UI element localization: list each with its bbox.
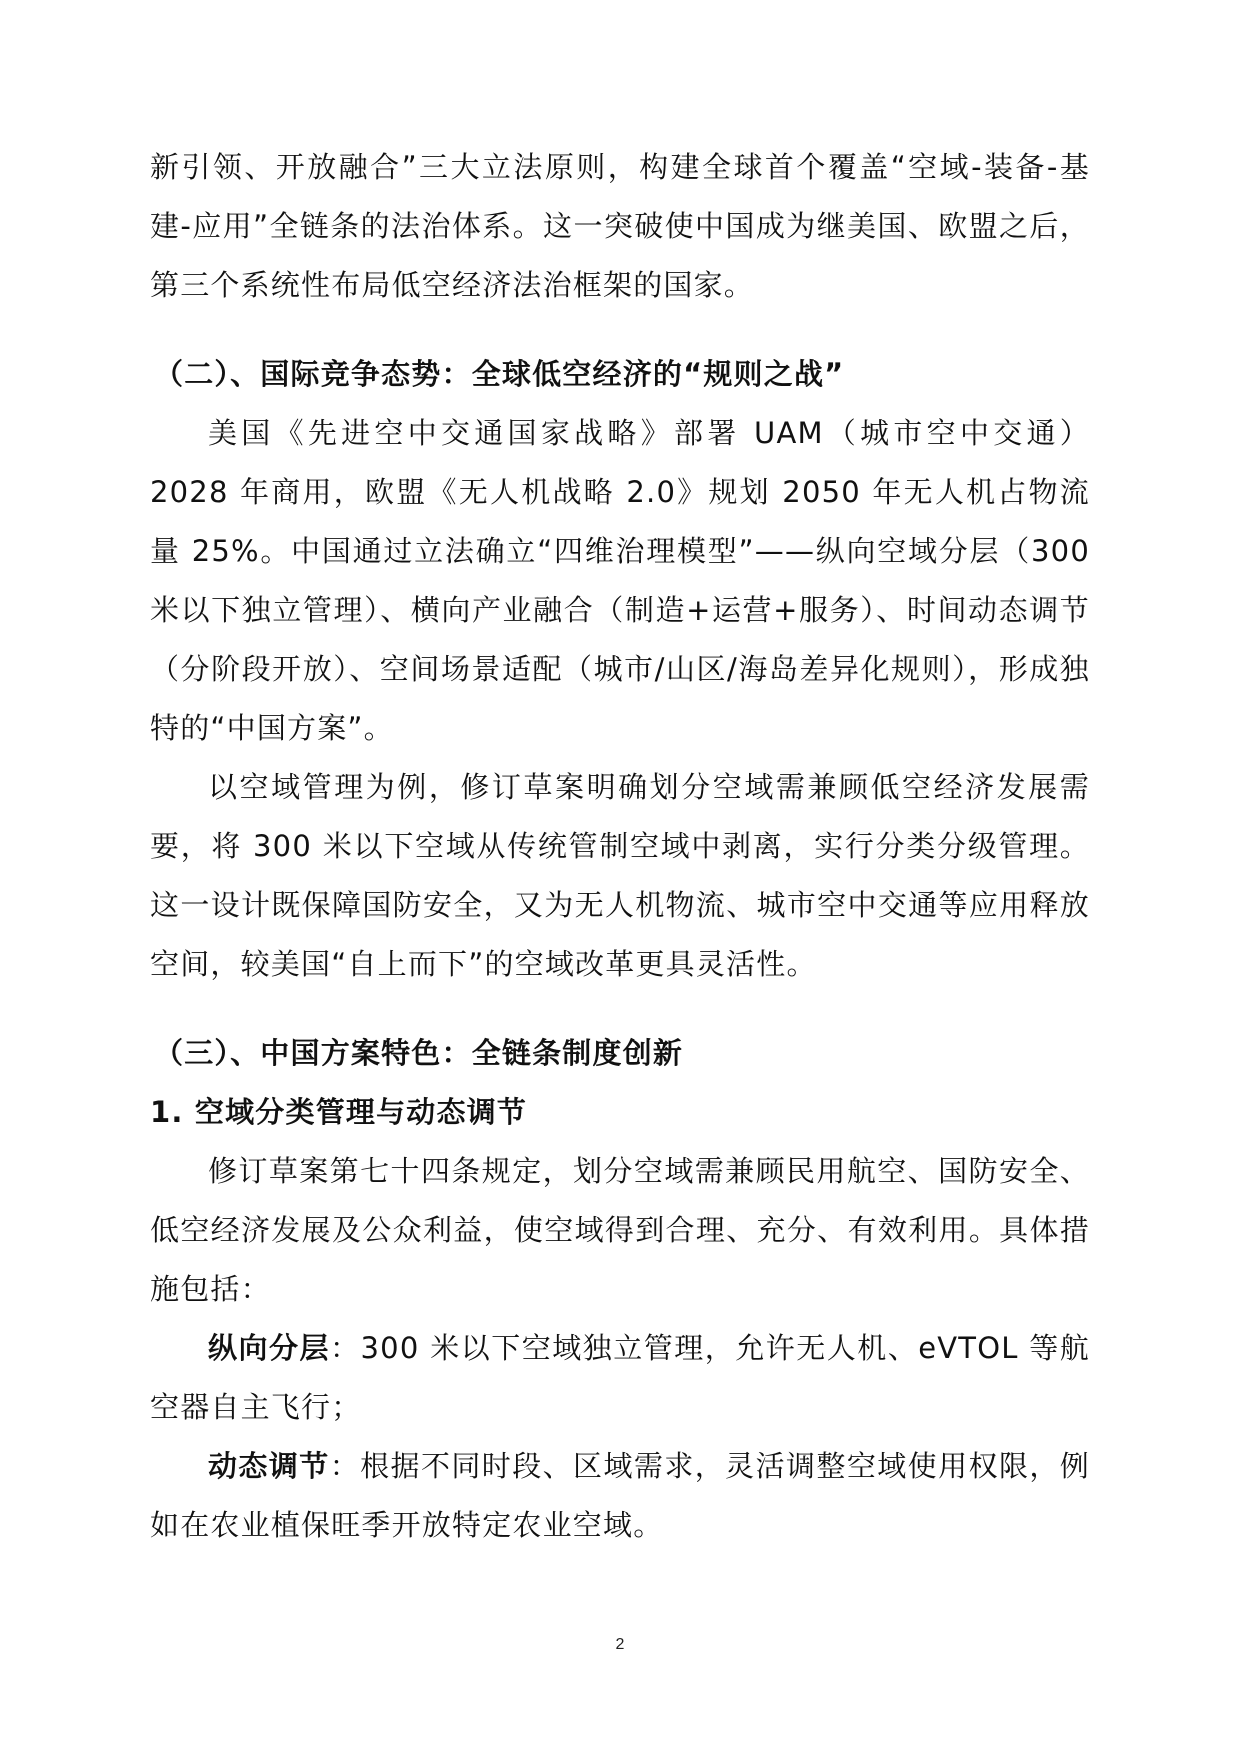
vertical-layering-lead: 纵向分层	[208, 1331, 331, 1365]
vertical-layering-item	[150, 1319, 1090, 1437]
section3-heading: （三）、中国方案特色：全链条制度创新	[154, 1036, 684, 1070]
section2-heading: （二）、国际竞争态势：全球低空经济的“规则之战”	[154, 357, 845, 391]
dynamic-adjustment-text: ：根据不同时段、区域需求，灵活调整空域使用权限，例如在农业植保旺季开放特定农业空域。	[150, 1449, 1090, 1542]
vertical-layering-text: ：300 米以下空域独立管理，允许无人机、eVTOL 等航空器自主飞行；	[150, 1331, 1090, 1424]
intro-continuation-paragraph: 新引领、开放融合”三大立法原则，构建全球首个覆盖“空域-装备-基建-应用”全链条的法治体系。这一突破使中国成为继美国、欧盟之后，第三个系统性布局低空经济法治框架的国家。	[150, 150, 1090, 302]
page-number: 2	[615, 1636, 625, 1653]
section3-paragraph-1: 修订草案第七十四条规定，划分空域需兼顾民用航空、国防安全、低空经济发展及公众利益，使空域得到合理、充分、有效利用。具体措施包括：	[150, 1154, 1090, 1306]
section2-paragraph-2: 以空域管理为例，修订草案明确划分空域需兼顾低空经济发展需要，将 300 米以下空域从传统管制空域中剥离，实行分类分级管理。这一设计既保障国防安全，又为无人机物流、城市空中交通等应用释放空间，较美国“自上而下”的空域改革更具灵活性。	[150, 770, 1090, 981]
dynamic-adjustment-item	[150, 1437, 1090, 1555]
page-content	[150, 138, 1090, 1555]
dynamic-adjustment-lead: 动态调节	[208, 1449, 330, 1483]
section2-paragraph-1: 美国《先进空中交通国家战略》部署 UAM（城市空中交通）2028 年商用，欧盟《无人机战略 2.0》规划 2050 年无人机占物流量 25%。中国通过立法确立“四维治理模型”——纵向空域分层（300 米以下独立管理）、横向产业融合（制造+运营+服务）、时间动态调节（分阶段开放）、空间场景适配（城市/山区/海岛差异化规则），形成独特的“中国方案”。	[150, 416, 1090, 745]
section3-subheading: 1. 空域分类管理与动态调节	[150, 1095, 528, 1129]
